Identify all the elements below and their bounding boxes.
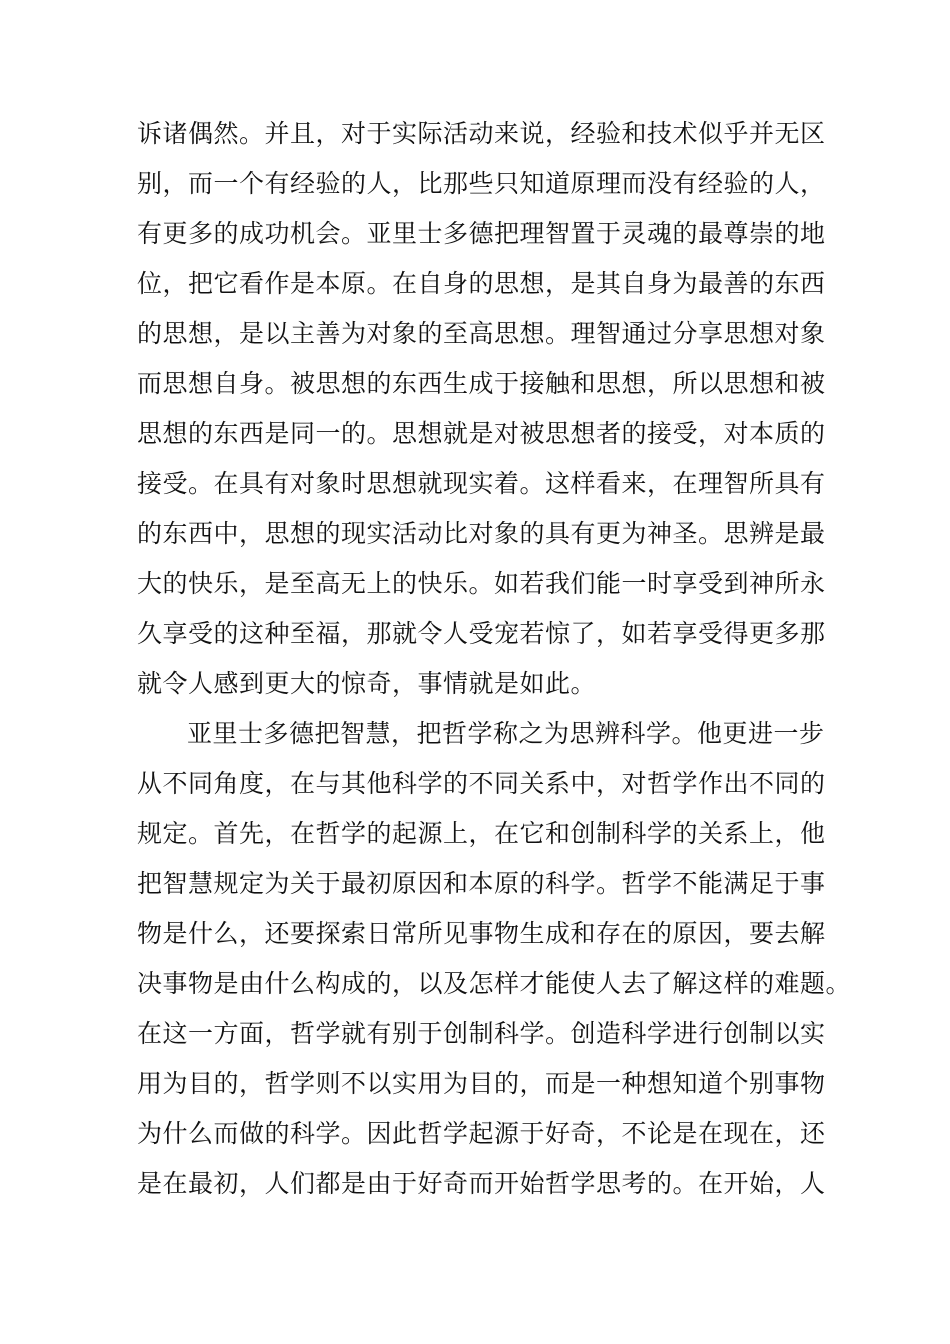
text-line: 把智慧规定为关于最初原因和本原的科学。哲学不能满足于事 — [137, 869, 826, 898]
text-line: 别，而一个有经验的人，比那些只知道原理而没有经验的人， — [137, 169, 826, 198]
text-line: 位，把它看作是本原。在自身的思想，是其自身为最善的东西 — [137, 269, 826, 298]
text-line: 决事物是由什么构成的，以及怎样才能使人去了解这样的难题。 — [137, 969, 852, 998]
text-line: 是在最初，人们都是由于好奇而开始哲学思考的。在开始，人 — [137, 1169, 826, 1198]
text-line: 的思想，是以主善为对象的至高思想。理智通过分享思想对象 — [137, 319, 826, 348]
text-line: 规定。首先，在哲学的起源上，在它和创制科学的关系上，他 — [137, 819, 826, 848]
text-line: 久享受的这种至福，那就令人受宠若惊了，如若享受得更多那 — [137, 619, 826, 648]
text-line: 接受。在具有对象时思想就现实着。这样看来，在理智所具有 — [137, 469, 826, 498]
text-line: 用为目的，哲学则不以实用为目的，而是一种想知道个别事物 — [137, 1069, 826, 1098]
text-line: 从不同角度，在与其他科学的不同关系中，对哲学作出不同的 — [137, 769, 826, 798]
text-line: 思想的东西是同一的。思想就是对被思想者的接受，对本质的 — [137, 419, 826, 448]
text-line: 物是什么，还要探索日常所见事物生成和存在的原因，要去解 — [137, 919, 826, 948]
text-line: 为什么而做的科学。因此哲学起源于好奇，不论是在现在，还 — [137, 1119, 826, 1148]
text-line: 就令人感到更大的惊奇，事情就是如此。 — [137, 669, 597, 698]
text-line: 有更多的成功机会。亚里士多德把理智置于灵魂的最尊崇的地 — [137, 219, 826, 248]
text-line: 的东西中，思想的现实活动比对象的具有更为神圣。思辨是最 — [137, 519, 826, 548]
text-line: 在这一方面，哲学就有别于创制科学。创造科学进行创制以实 — [137, 1019, 826, 1048]
paragraph-first-line: 亚里士多德把智慧，把哲学称之为思辨科学。他更进一步 — [187, 719, 825, 748]
text-line: 大的快乐，是至高无上的快乐。如若我们能一时享受到神所永 — [137, 569, 826, 598]
text-line: 诉诸偶然。并且，对于实际活动来说，经验和技术似乎并无区 — [137, 119, 826, 148]
text-line: 而思想自身。被思想的东西生成于接触和思想，所以思想和被 — [137, 369, 826, 398]
